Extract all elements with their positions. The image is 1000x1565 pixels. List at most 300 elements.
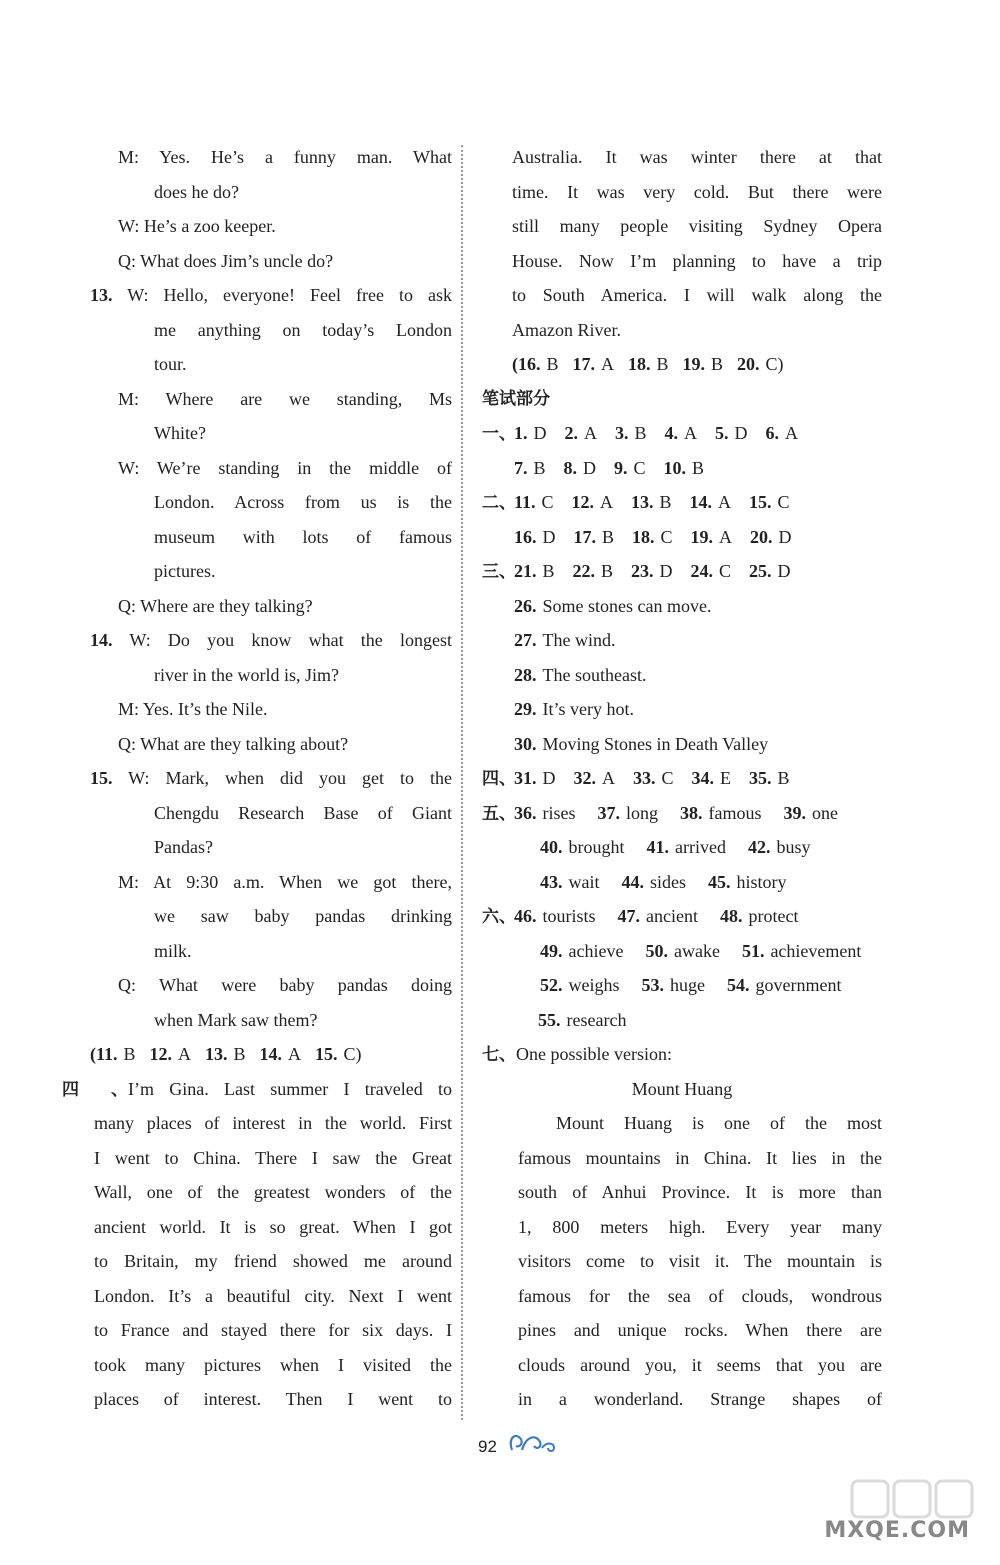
text-line [62,244,452,279]
answer-value: achievement [770,940,862,961]
answer-value: B [542,561,555,581]
text-line [62,175,452,210]
answer-row [482,623,882,658]
essay-line [482,1348,882,1383]
passage-line [62,1106,452,1141]
line-text: Q: Where are they talking? [118,595,313,616]
answer-number: 46. [514,906,537,926]
answer-value: brought [568,837,625,857]
passage-line [62,1279,452,1314]
line-text: tour. [154,354,187,374]
answer-value: C) [765,354,784,374]
answer-number: 26. [514,595,537,616]
section-label: 七、 [482,1045,516,1065]
answer-number: 6. [765,423,780,443]
text-line [62,589,452,624]
text-line [62,520,452,555]
line-text: Q: What are they talking about? [118,733,349,754]
answer-number: 30. [514,733,537,754]
answer-number: 8. [563,457,578,478]
answer-value: one [812,802,839,823]
answer-number: 21. [514,561,537,581]
answer-number: 41. [646,837,669,857]
passage-text: still many people visiting Sydney Opera [512,216,882,236]
answer-value: busy [776,837,811,857]
answer-value: D [777,561,791,581]
answer-item [708,872,787,892]
answer-value: D [583,457,597,478]
answer-number: 43. [540,871,563,892]
answer-item [574,527,615,547]
answer-item [573,354,615,374]
essay-line [482,1106,882,1141]
answer-number: 13. [631,492,654,512]
answer-number: 45. [708,871,731,892]
answer-number: 19. [682,354,706,374]
passage-text: Amazon River. [512,319,621,340]
passage-line [62,1348,452,1383]
answer-value: rises [542,802,576,823]
answer-value: government [755,975,842,995]
answer-number: 18. [628,354,651,374]
right-column [482,140,882,1417]
line-text: M: Yes. He’s a funny man. What [118,147,452,167]
section-label: 四、 [62,1079,128,1100]
answer-item [664,458,705,478]
answer-number: 1. [514,423,528,443]
answer-number: 49. [540,940,563,961]
line-text: museum with lots of famous [154,526,452,547]
essay-text: 1, 800 meters high. Every year many [518,1216,882,1237]
answer-item [565,423,598,443]
answer-value: history [736,871,787,892]
question-number: 15. [90,768,113,788]
answer-item [647,837,726,857]
essay-text: visitors come to visit it. The mountain is [518,1251,882,1271]
answer-row [482,451,882,486]
answer-value: B [546,354,559,374]
section-label: 四、 [482,769,516,789]
answer-item [260,1044,302,1064]
answer-number: 47. [617,906,641,926]
answer-item [205,1044,246,1064]
answer-item [631,561,673,581]
answer-row [482,934,882,969]
answer-number: 20. [750,526,773,547]
answer-number: 14. [259,1044,283,1064]
answer-item [614,458,646,478]
answer-item [540,872,600,892]
answer-number: 55. [538,1009,561,1030]
answer-item [514,699,634,719]
answer-row [482,520,882,555]
answer-item [514,768,556,788]
answer-item [618,906,698,926]
answer-value: B [602,526,615,547]
answer-number: 54. [727,975,750,995]
answer-item [720,906,798,926]
text-line [62,727,452,762]
answer-item [598,803,659,823]
passage-line [482,140,882,175]
answer-value: B [601,561,614,581]
text-line [62,899,452,934]
section-label: 一、 [482,424,516,444]
answer-item [514,527,556,547]
answer-value: B [659,492,672,512]
answer-number: 48. [720,906,743,926]
answer-number: 31. [514,768,537,788]
passage-line [482,209,882,244]
line-text: me anything on today’s London [154,319,452,340]
passage-text: to France and stayed there for six days. I [94,1320,452,1340]
essay-title: Mount Huang [631,1078,733,1099]
answer-value: wait [568,871,600,892]
answer-item [680,803,762,823]
passage-text: House. Now I’m planning to have a trip [512,250,882,271]
answer-item [633,768,674,788]
passage-text: ancient world. It is so great. When I got [94,1216,452,1237]
text-line [62,451,452,486]
answer-value: A [601,354,615,374]
answer-row [482,899,882,934]
answer-item [540,837,625,857]
answer-item [690,492,732,512]
answer-number: 10. [663,457,687,478]
answer-item [514,906,596,926]
answer-item [683,354,724,374]
answer-item [315,1044,362,1064]
answer-item [150,1044,192,1064]
text-line [62,140,452,175]
text-line [62,554,452,589]
answer-item [766,423,799,443]
essay-line [482,1382,882,1417]
column-divider [461,145,463,1420]
answer-item [645,941,719,961]
answer-item [90,1044,136,1064]
answer-item [514,561,555,581]
essay-line [482,1210,882,1245]
answer-value: C [660,526,673,547]
answer-number: 20. [737,354,760,374]
answer-value: C) [343,1044,362,1064]
answer-number: 42. [747,837,771,857]
text-line [62,1003,452,1038]
answer-value: D [778,526,792,547]
answer-number: 15. [315,1044,338,1064]
answer-number: 12. [571,492,595,512]
answer-item [572,492,614,512]
line-text: M: Yes. It’s the Nile. [118,699,268,719]
answer-number: 11. [514,492,536,512]
text-line [62,796,452,831]
answer-item [564,458,597,478]
answer-row [482,761,882,796]
answer-row [482,658,882,693]
answer-value: huge [670,975,705,995]
section-label: 五、 [482,803,516,824]
answer-value: A [602,768,615,788]
line-text: river in the world is, Jim? [154,664,339,685]
text-line [62,209,452,244]
answer-value: It’s very hot. [542,699,634,719]
answer-value: C [777,492,790,512]
answer-number: 28. [514,664,537,685]
essay-text: pines and unique rocks. When there are [518,1320,882,1340]
essay-text: famous for the sea of clouds, wondrous [518,1285,882,1306]
essay-text: clouds around you, it seems that you are [518,1354,882,1375]
answer-number: 24. [690,561,714,581]
answer-number: (16. [512,354,541,374]
passage-line [482,244,882,279]
answer-item [727,975,841,995]
answer-number: 36. [514,802,537,823]
answer-number: 51. [741,940,765,961]
answer-number: 38. [680,802,703,823]
section-label: 二、 [482,493,516,513]
passage-line [482,175,882,210]
essay-line [482,1244,882,1279]
passage-text: London. It’s a beautiful city. Next I went [94,1285,452,1306]
text-line [62,347,452,382]
line-text: W: Do you know what the longest [112,630,452,650]
answer-item [514,665,646,685]
answer-value: famous [708,802,762,823]
answer-value: Some stones can move. [542,595,712,616]
answer-value: A [178,1044,192,1064]
answer-item [631,492,672,512]
text-line [62,658,452,693]
answer-row [482,865,882,900]
line-text: we saw baby pandas drinking [154,906,452,926]
answer-number: 14. [689,492,713,512]
answer-value: B [634,423,647,443]
answer-row [482,692,882,727]
answer-value: D [542,526,556,547]
answer-item [514,458,546,478]
answer-value: ancient [646,906,698,926]
answer-row [482,485,882,520]
text-line [62,382,452,417]
answer-value: long [626,802,659,823]
answer-number: 17. [573,526,596,547]
answer-row [482,347,882,382]
passage-text: to South America. I will walk along the [512,285,882,305]
answer-value: A [288,1044,302,1064]
essay-line [482,1141,882,1176]
answer-number: 44. [621,871,644,892]
passage-line [482,313,882,348]
line-text: Chengdu Research Base of Giant [154,802,452,823]
line-text: Q: What does Jim’s uncle do? [118,250,334,271]
answer-number: (11. [90,1044,118,1064]
answer-number: 39. [783,802,807,823]
answer-number: 53. [641,975,664,995]
answer-row [482,589,882,624]
answer-item [691,561,732,581]
answer-item [737,354,784,374]
answer-number: 9. [614,457,628,478]
question-number: 13. [90,285,113,305]
answer-number: 4. [664,423,679,443]
passage-text: Australia. It was winter there at that [512,147,882,167]
answer-row [482,554,882,589]
answer-number: 15. [749,492,772,512]
answer-item [512,354,559,374]
answer-number: 35. [749,768,772,788]
essay-line [482,1313,882,1348]
answer-item [749,492,790,512]
answer-value: A [718,492,732,512]
line-text: London. Across from us is the [154,492,452,512]
answer-number: 52. [540,975,563,995]
section-label: 六、 [482,907,516,927]
answer-item [514,492,554,512]
passage-text: I’m Gina. Last summer I traveled to [128,1078,452,1099]
answer-number: 2. [564,423,578,443]
answer-number: 18. [632,526,655,547]
line-text: W: Mark, when did you get to the [112,768,452,788]
answer-item [514,734,768,754]
line-text: W: He’s a zoo keeper. [118,216,276,236]
answer-row [482,1003,882,1038]
answer-number: 13. [205,1044,228,1064]
text-line [62,934,452,969]
passage-text: time. It was very cold. But there were [512,181,882,202]
answer-number: 12. [149,1044,173,1064]
passage-text: places of interest. Then I went to [94,1389,452,1409]
answer-value: E [720,768,732,788]
text-line [62,623,452,658]
answer-value: C [719,561,732,581]
text-line [62,692,452,727]
answer-value: B [777,768,790,788]
passage-line [62,1210,452,1245]
answer-value: awake [673,940,720,961]
text-line [62,865,452,900]
answer-value: tourists [542,906,596,926]
answer-value: weighs [568,975,620,995]
line-text: does he do? [154,181,239,202]
decorative-swirl-icon [506,1428,558,1454]
answer-item [540,941,623,961]
answer-value: research [566,1009,627,1030]
answer-value: A [719,526,733,547]
text-line [62,313,452,348]
answer-value: C [633,457,646,478]
line-text: Pandas? [154,837,213,857]
answer-value: B [711,354,724,374]
answer-value: The southeast. [542,664,647,685]
text-line [62,278,452,313]
line-text: Q: What were baby pandas doing [118,975,452,995]
answer-item [514,423,547,443]
answer-number: 7. [514,457,528,478]
question-number: 14. [90,630,113,650]
text-line [62,761,452,796]
answer-item [715,423,748,443]
answer-number: 40. [540,837,563,857]
answer-item [784,803,839,823]
answer-item [615,423,647,443]
left-column [62,140,452,1417]
answer-value: B [533,457,546,478]
answer-value: B [656,354,669,374]
answer-number: 22. [572,561,596,581]
line-text: when Mark saw them? [154,1009,318,1030]
answer-item [692,768,732,788]
answer-number: 27. [514,630,537,650]
answer-item [628,354,669,374]
watermark-text: MXQE.COM [824,1518,970,1543]
answer-value: Moving Stones in Death Valley [542,733,769,754]
answer-item [622,872,687,892]
written-section-title: 笔试部分 [482,388,550,409]
answer-value: B [123,1044,136,1064]
answer-item [573,561,614,581]
line-text: White? [154,423,206,443]
answer-row [482,968,882,1003]
answer-number: 34. [691,768,715,788]
passage-line [62,1141,452,1176]
answer-number: 5. [715,423,729,443]
answer-number: 29. [514,699,537,719]
answer-item [642,975,706,995]
answer-value: The wind. [542,630,616,650]
answer-item [514,803,576,823]
passage-line [62,1175,452,1210]
answer-row [482,830,882,865]
answer-value: D [734,423,748,443]
answer-item [748,837,811,857]
section-label: 三、 [482,562,516,582]
answer-item [691,527,733,547]
essay-line [482,1279,882,1314]
answer-item [574,768,616,788]
essay-line [482,1175,882,1210]
passage-line [62,1244,452,1279]
answer-value: sides [650,871,686,892]
passage-text: took many pictures when I visited the [94,1354,452,1375]
answer-number: 37. [597,802,620,823]
answer-number: 33. [633,768,656,788]
answer-value: A [785,423,799,443]
section-7-header [482,1037,882,1072]
passage-line [62,1072,452,1107]
answer-value: A [584,423,597,443]
answer-item [540,975,620,995]
passage-text: Wall, one of the greatest wonders of the [94,1182,452,1202]
page-number: 92 [478,1437,497,1456]
answer-item [742,941,861,961]
answer-item [514,596,711,616]
answer-item [750,527,792,547]
answer-item [632,527,673,547]
answer-row [482,796,882,831]
line-text: pictures. [154,561,216,581]
passage-line [62,1313,452,1348]
answer-item [538,1010,626,1030]
answer-row [482,727,882,762]
answer-number: 23. [631,561,654,581]
answer-value: D [542,768,556,788]
answer-number: 19. [690,526,714,547]
answer-item [749,561,791,581]
answer-item [665,423,698,443]
answer-item [514,630,615,650]
passage-text: many places of interest in the world. First [94,1113,452,1133]
